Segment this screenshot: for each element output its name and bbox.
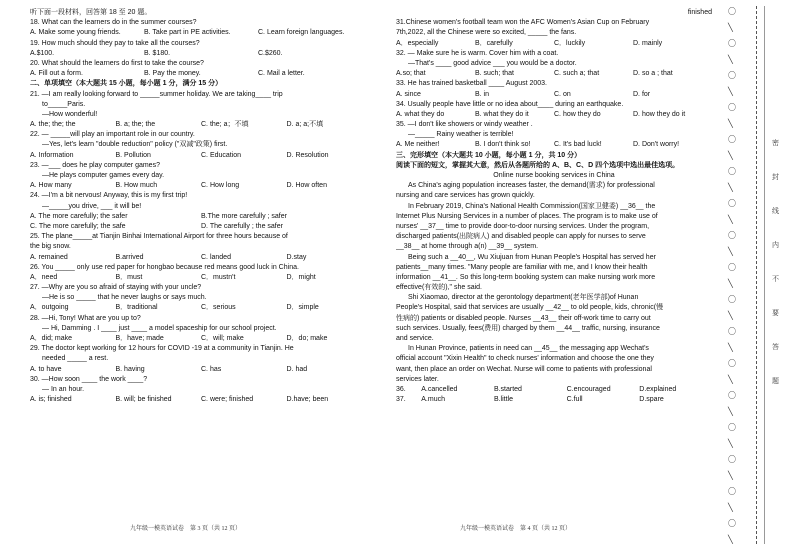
answer-option: D. mainly [633, 39, 663, 47]
answer-option: D. how they do it [633, 110, 686, 118]
section-heading: 三、完形填空（本大题共 10 小题，每小题 1 分，共 10 分） [396, 151, 582, 159]
answer-option: A. Fill out a form. [30, 70, 83, 78]
answer-option: C．will; make [201, 335, 244, 342]
answer-option: B. Take part in PE activities. [144, 29, 231, 37]
answer-option: C. It's bad luck! [554, 141, 602, 149]
option-row [30, 69, 372, 79]
binding-label-char: 答 [772, 343, 779, 351]
answer-option: B．have; made [115, 335, 164, 342]
answer-option: C. has [201, 365, 222, 373]
binding-label-char: 密 [772, 139, 779, 147]
answer-option: A. Me neither! [396, 141, 440, 149]
answer-option: B.little [493, 396, 513, 404]
text-line: nursing and care services has grown quickly. [396, 192, 535, 200]
right-column [396, 8, 712, 405]
binding-circle-mark: 〇 [728, 135, 736, 144]
answer-option: B. will; be finished [115, 396, 172, 404]
binding-circle-mark: ╲ [728, 503, 733, 512]
answer-option: A. How many [30, 182, 72, 190]
text-line: —He plays computer games every day. [42, 172, 165, 179]
option-row [30, 334, 372, 344]
text-line: 23. —___ does he play computer games? [30, 161, 160, 169]
text-line: 19. How much should they pay to take all the courses? [30, 39, 200, 47]
text-line: —Yes, let's learn "double reduction" policy ("双减"政策) first. [42, 141, 228, 149]
binding-circle-mark: ╲ [728, 247, 733, 256]
option-row [30, 222, 372, 232]
text-line: effective(有效的)," she said. [396, 284, 482, 292]
option-row [30, 365, 372, 375]
answer-option: C. on [554, 90, 571, 98]
binding-label-char: 封 [772, 173, 779, 181]
option-row [30, 395, 372, 405]
answer-option: C.full [566, 396, 583, 404]
answer-option: A. since [396, 90, 421, 98]
binding-circle-mark: ╲ [728, 119, 733, 128]
binding-circle-mark: ╲ [728, 471, 733, 480]
option-row [396, 395, 712, 405]
binding-circle-mark: 〇 [728, 455, 736, 464]
answer-option: C．luckily [554, 39, 586, 47]
text-line: 29. The doctor kept working for 12 hours for COVID -19 at a community in Tianjin. He [30, 345, 294, 353]
text-line: 26. You _____ only use red paper for hongbao because red means good luck in China. [30, 263, 299, 271]
binding-circle-mark: 〇 [728, 519, 736, 528]
binding-circle-mark: 〇 [728, 263, 736, 272]
text-line: __38__ at home through a(n) __39__ system. [396, 243, 539, 251]
text-line: —He is so _____ that he never laughs or says much. [42, 294, 207, 302]
answer-option: B. in [475, 90, 490, 98]
binding-circle-mark: 〇 [728, 39, 736, 48]
answer-option: D．might [286, 273, 316, 281]
text-line: services later. [396, 375, 439, 383]
answer-option: D. Resolution [286, 151, 329, 159]
answer-option: C．mustn't [201, 273, 236, 281]
binding-label-char: 要 [772, 309, 779, 317]
text-line: 33. He has trained basketball ____ August 2003. [396, 80, 547, 88]
binding-circle-mark: 〇 [728, 295, 736, 304]
answer-option: B．traditional [115, 304, 158, 312]
answer-option: D.stay [286, 253, 307, 261]
answer-option: A．did; make [30, 335, 73, 342]
binding-circle-mark: ╲ [728, 535, 733, 544]
binding-circle-mark: ╲ [728, 343, 733, 352]
answer-option: B. $180. [144, 49, 171, 57]
binding-circle-mark: ╲ [728, 87, 733, 96]
answer-option: B. a; the; the [115, 121, 156, 129]
answer-option: B.The more carefully ; safer [201, 212, 287, 220]
binding-circle-mark: 〇 [728, 7, 736, 16]
binding-circle-mark: ╲ [728, 183, 733, 192]
text-line: As China's aging population increases faster, the demand(需求) for professional [408, 182, 655, 190]
text-line: People's Hospital, said that services are usually __42__ to old people, kids, chronic(慢 [396, 304, 664, 312]
text-line: Internet Plus Nursing Services in a number of places. The program is to make use of [396, 212, 658, 220]
option-row [30, 120, 372, 130]
answer-option: B．must [115, 273, 143, 281]
answer-option: D.spare [639, 396, 664, 404]
answer-option: D. so a ; that [633, 70, 673, 78]
footer-right: 九年级一模英语试卷 第 4 页（共 12 页） [460, 526, 572, 532]
text-line: finished [687, 9, 712, 16]
answer-option: D. a; a;不填 [286, 121, 324, 129]
option-row [396, 385, 712, 395]
answer-option: B. Pollution [115, 151, 151, 159]
text-line: want, then place an order on Wechat. Nurse will come to patients with professional [396, 365, 652, 373]
text-line: 31.Chinese women's football team won the AFC Women's Asian Cup on February [396, 19, 650, 27]
text-line: official account "Xixin Health" to check nurses' information and choose the one they [396, 355, 654, 363]
text-line: 18. What can the learners do in the summer courses? [30, 19, 197, 27]
answer-option: A. to have [30, 365, 62, 373]
binding-circle-mark: ╲ [728, 311, 733, 320]
text-line: to_____Paris. [42, 100, 86, 108]
text-line: 21. —I am really looking forward to _____summer holiday. We are taking____ trip [30, 90, 283, 98]
text-line: the big snow. [30, 243, 71, 251]
answer-option: D.have; been [286, 396, 329, 404]
binding-circle-mark: ╲ [728, 55, 733, 64]
binding-label-char: 线 [772, 207, 779, 215]
text-line: and service. [396, 335, 434, 342]
answer-option: A.much [421, 396, 445, 404]
answer-option: D. for [633, 90, 651, 98]
binding-dashed-line [756, 6, 758, 544]
option-row [30, 49, 372, 59]
option-row [396, 110, 712, 120]
binding-circle-mark: 〇 [728, 391, 736, 400]
left-column [30, 8, 372, 405]
answer-option: C. Education [201, 151, 242, 159]
text-line: 性病的) patients or disabled people. Nurses __43__ their off-work time to carry out [396, 314, 651, 322]
text-line: needed _____ a rest. [42, 355, 109, 363]
binding-circle-mark: ╲ [728, 279, 733, 288]
binding-solid-line [764, 6, 766, 544]
answer-option: A．especially [396, 39, 439, 47]
text-line: such services. Usually, fees(费用) charged by them __44__ traffic, nursing, insurance [396, 324, 660, 332]
text-line: 22. — _____will play an important role in our country. [30, 131, 195, 139]
answer-option: D.explained [639, 385, 677, 393]
section-heading: 二、单项填空（本大题共 15 小题，每小题 1 分，满分 15 分） [30, 80, 223, 88]
answer-option: A. remained [30, 253, 68, 261]
text-line: 32. — Make sure he is warm. Cover him with a coat. [396, 49, 559, 57]
answer-option: A. what they do [396, 110, 445, 118]
answer-option: C. such a; that [554, 70, 600, 78]
footer-left: 九年级一模英语试卷 第 3 页（共 12 页） [130, 526, 242, 532]
text-line: patients__many times. "Many people are familiar with me, and I know their health [396, 263, 648, 271]
text-line: 34. Usually people have little or no idea about____ during an earthquake. [396, 100, 624, 108]
answer-option: B. such; that [475, 70, 514, 78]
text-line: —How wonderful! [42, 110, 98, 118]
text-line: 35. —I don't like showers or windy weather . [396, 121, 533, 129]
answer-option: C. were; finished [201, 396, 254, 404]
binding-label-char: 题 [772, 377, 779, 385]
answer-option: B. what they do it [475, 110, 529, 118]
answer-option: 36. [396, 385, 406, 393]
answer-option: C.$260. [258, 49, 283, 57]
binding-circle-mark: 〇 [728, 359, 736, 368]
answer-option: C.encouraged [566, 385, 611, 393]
answer-option: A. Make some young friends. [30, 29, 121, 37]
binding-circle-mark: 〇 [728, 71, 736, 80]
option-row [30, 212, 372, 222]
binding-circle-mark: 〇 [728, 103, 736, 112]
answer-option: C. How long [201, 182, 240, 190]
answer-option: D．simple [286, 304, 319, 312]
answer-option: A．outgoing [30, 304, 69, 312]
answer-option: A. is; finished [30, 396, 72, 404]
binding-circle-mark: 〇 [728, 327, 736, 336]
answer-option: D. The carefully ; the safer [201, 222, 283, 230]
text-line: Online nurse booking services in China [493, 172, 615, 179]
answer-option: C. landed [201, 253, 231, 261]
answer-option: A.cancelled [421, 385, 458, 393]
option-row [396, 69, 712, 79]
answer-option: D. How often [286, 182, 327, 190]
text-line: 25. The plane_____at Tianjin Binhai International Airport for three hours because of [30, 233, 288, 241]
text-line: 27. —Why are you so afraid of staying with your uncle? [30, 284, 202, 292]
text-line: nurses' __37__ time to provide door-to-door nursing services. Under the program, [396, 222, 650, 230]
answer-option: B. How much [115, 182, 158, 190]
text-line: —_____you drive, ___ it will be! [42, 202, 142, 210]
option-row [396, 90, 712, 100]
binding-circle-mark: ╲ [728, 215, 733, 224]
text-line: Shi Xiaomao, director at the gerontology department(老年医学部)of Hunan [408, 294, 639, 302]
answer-option: B. Pay the money. [144, 70, 201, 78]
answer-option: D．do; make [286, 335, 328, 342]
answer-option: B.started [493, 385, 522, 393]
answer-option: A. the; the; the [30, 121, 76, 129]
binding-circle-mark: ╲ [728, 23, 733, 32]
option-row [30, 151, 372, 161]
answer-option: C. Learn foreign languages. [258, 29, 345, 37]
text-line: —That's ____ good advice ___ you would be a doctor. [408, 59, 577, 67]
answer-option: A．need [30, 273, 58, 281]
text-line: 30. —How soon ____ the work ____? [30, 375, 148, 383]
binding-label-char: 不 [772, 275, 779, 283]
answer-option: D. Don't worry! [633, 141, 680, 149]
answer-option: B．carefully [475, 39, 513, 47]
answer-option: A. Information [30, 151, 74, 159]
option-row [396, 39, 712, 49]
binding-circle-mark: ╲ [728, 375, 733, 384]
answer-option: 37. [396, 396, 406, 404]
text-line: discharged patients(出院病人) and disabled people can apply for nurses to serve [396, 233, 646, 241]
text-line: 24. —I'm a bit nervous! Anyway, this is my first trip! [30, 192, 188, 200]
section-heading: 阅读下面的短文，掌握其大意，然后从各题所给的 A、B、C、D 四个选项中选出最佳选项。 [396, 161, 680, 169]
answer-option: C. the; a；不填 [201, 121, 249, 129]
answer-option: A.$100. [30, 49, 55, 57]
option-row [30, 273, 372, 283]
binding-margin [720, 0, 794, 550]
binding-circle-mark: ╲ [728, 151, 733, 160]
option-row [30, 181, 372, 191]
option-row [396, 140, 712, 150]
text-line: — In an hour. [42, 385, 85, 393]
answer-option: D. had [286, 365, 308, 373]
binding-circle-mark: 〇 [728, 231, 736, 240]
text-line: 28. —Hi, Tony! What are you up to? [30, 314, 141, 322]
text-line: 听下面一段材料，回答第 18 至 20 题。 [30, 9, 152, 16]
text-line: —_____ Rainy weather is terrible! [408, 131, 514, 139]
option-row [30, 253, 372, 263]
text-line: — Hi, Damming . I ____ just ____ a model spaceship for our school project. [42, 324, 277, 332]
answer-option: A.so; that [396, 70, 426, 78]
answer-option: C．serious [201, 304, 236, 312]
answer-option: B. having [115, 365, 145, 373]
text-line: In February 2019, China's National Health Commission(国家卫健委) __36__ the [408, 202, 656, 210]
binding-circle-mark: ╲ [728, 439, 733, 448]
text-line: information __41__. So this long-term booking system can make nursing work more [396, 273, 656, 281]
binding-circle-mark: 〇 [728, 423, 736, 432]
binding-circle-mark: 〇 [728, 487, 736, 496]
text-line: Being such a __40__, Wu Xiujuan from Hunan People's Hospital has served her [408, 253, 656, 261]
binding-circle-mark: 〇 [728, 199, 736, 208]
binding-label-char: 内 [772, 241, 779, 249]
option-row [30, 303, 372, 313]
option-row [30, 28, 372, 38]
binding-circle-mark: ╲ [728, 407, 733, 416]
text-line: 20. What should the learners do first to take the course? [30, 59, 204, 67]
answer-option: C. The more carefully; the safe [30, 222, 126, 230]
answer-option: B.arrived [115, 253, 144, 261]
answer-option: C. Mail a letter. [258, 70, 305, 78]
text-line: 7th,2022, all the Chinese were so excited, _____ the fans. [396, 29, 577, 37]
answer-option: A. The more carefully; the safer [30, 212, 128, 220]
text-line: In Hunan Province, patients in need can __45__ the messaging app Wechat's [408, 345, 649, 353]
answer-option: C. how they do [554, 110, 601, 118]
binding-circle-mark: 〇 [728, 167, 736, 176]
answer-option: B. I don't think so! [475, 141, 531, 149]
